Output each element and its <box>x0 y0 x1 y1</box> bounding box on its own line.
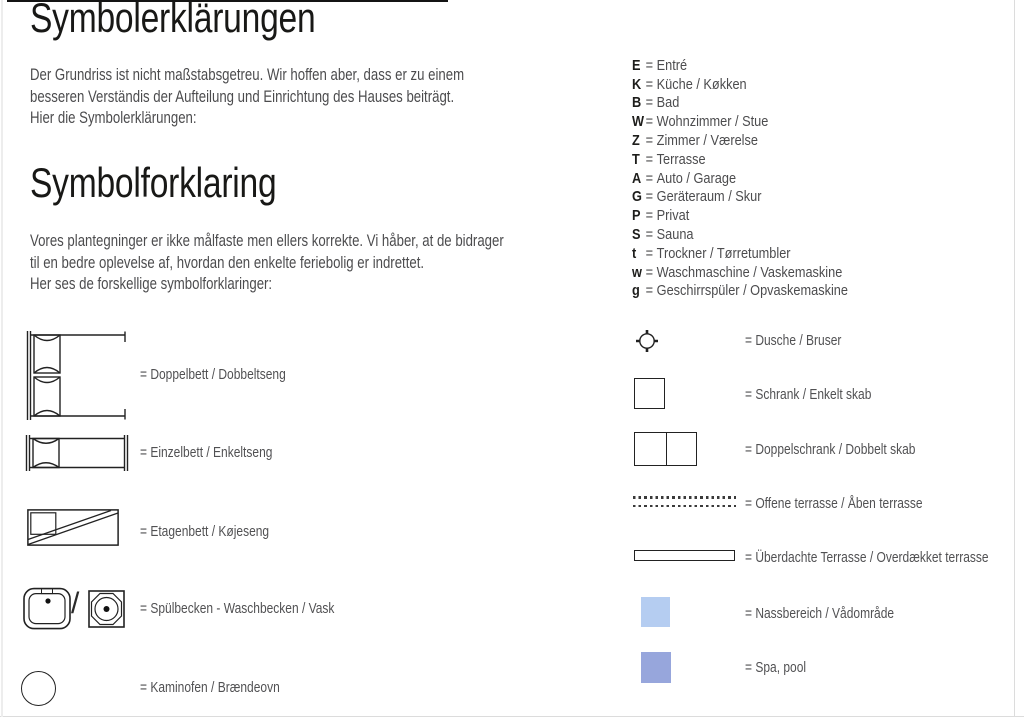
abbreviation-row <box>632 206 848 225</box>
abbreviation-row <box>632 244 848 263</box>
abbreviation-text: Zimmer / Værelse <box>656 132 758 150</box>
abbreviation-text: Waschmaschine / Vaskemaskine <box>656 263 843 281</box>
abbreviation-row <box>632 131 848 150</box>
legend-label-spa-pool: = Spa, pool <box>745 659 807 676</box>
abbreviation-letter: g <box>632 282 640 300</box>
shower-icon <box>635 329 659 353</box>
spa-pool-swatch <box>641 652 671 683</box>
intro-da-line: Vores plantegninger er ikke målfaste men ellers korrekte. Vi håber, at de bidrager <box>30 232 504 250</box>
abbreviation-eq: = <box>645 132 654 150</box>
abbreviation-text: Privat <box>656 207 690 225</box>
abbreviation-text: Küche / Køkken <box>656 75 747 93</box>
abbreviation-eq: = <box>645 56 654 74</box>
covered-terrace-icon <box>634 550 735 561</box>
abbreviation-text: Terrasse <box>656 150 706 168</box>
intro-de-line: besseren Verständis der Aufteilung und Einrichtung des Hauses beiträgt. <box>30 87 455 106</box>
abbreviation-eq: = <box>645 282 654 300</box>
abbreviation-letter: W <box>632 113 645 131</box>
legend-label-sink: = Spülbecken - Waschbecken / Vask <box>140 600 335 617</box>
kitchen-sink-icon <box>23 587 71 630</box>
intro-da-line: til en bedre oplevelse af, hvordan den enkelte feriebolig er indrettet. <box>30 253 425 272</box>
open-terrace-icon <box>633 496 736 508</box>
intro-de-line: Hier die Symbolerklärungen: <box>30 109 197 127</box>
abbreviation-row <box>632 75 848 94</box>
legend-label-covered-terrace: = Überdachte Terrasse / Overdækket terrasse <box>745 549 989 566</box>
abbreviation-letter: Z <box>632 132 640 150</box>
abbreviation-eq: = <box>645 188 654 206</box>
bunk-bed-icon <box>27 509 119 546</box>
abbreviation-letter: B <box>632 94 642 112</box>
abbreviation-letter: A <box>632 169 642 187</box>
abbreviation-row <box>632 263 848 282</box>
page-title-german: Symbolerklärungen <box>30 0 316 41</box>
wood-stove-icon <box>21 671 56 706</box>
legend-label-single-closet: = Schrank / Enkelt skab <box>745 386 872 403</box>
abbreviation-text: Trockner / Tørretumbler <box>656 244 791 262</box>
legend-label-wet-area: = Nassbereich / Vådområde <box>745 605 895 622</box>
abbreviation-eq: = <box>645 75 654 93</box>
abbreviation-letter: E <box>632 56 641 74</box>
wet-area-swatch <box>641 597 670 627</box>
intro-paragraph-german <box>30 65 464 130</box>
legend-label-wood-stove: = Kaminofen / Brændeovn <box>140 679 280 696</box>
abbreviation-row <box>632 112 848 131</box>
abbreviation-text: Geräteraum / Skur <box>656 188 762 206</box>
abbreviation-row <box>632 225 848 244</box>
page-title-danish: Symbolforklaring <box>30 159 277 206</box>
abbreviation-row <box>632 188 848 207</box>
abbreviation-letter: t <box>632 244 637 262</box>
abbreviation-row <box>632 169 848 188</box>
abbreviation-row <box>632 94 848 113</box>
abbreviation-list <box>632 56 886 300</box>
scan-edge-bottom <box>0 716 1024 717</box>
abbreviation-text: Wohnzimmer / Stue <box>656 113 769 131</box>
abbreviation-text: Entré <box>656 56 688 74</box>
abbreviation-text: Geschirrspüler / Opvaskemaskine <box>656 282 848 300</box>
single-bed-icon <box>25 435 129 471</box>
abbreviation-eq: = <box>645 150 654 168</box>
legend-label-shower: = Dusche / Bruser <box>745 332 842 349</box>
slash-separator: / <box>71 587 80 620</box>
double-bed-icon <box>26 331 126 420</box>
intro-da-line: Her ses de forskellige symbolforklaringer: <box>30 275 273 293</box>
closet-divider <box>666 433 668 465</box>
abbreviation-eq: = <box>645 169 654 187</box>
intro-de-line: Der Grundriss ist nicht maßstabsgetreu. Wir hoffen aber, dass er zu einem <box>30 66 465 84</box>
abbreviation-text: Sauna <box>656 226 694 244</box>
abbreviation-letter: T <box>632 150 640 168</box>
abbreviation-eq: = <box>645 113 654 131</box>
abbreviation-eq: = <box>645 244 654 262</box>
legend-label-double-bed: = Doppelbett / Dobbeltseng <box>140 366 286 383</box>
abbreviation-letter: K <box>632 75 642 93</box>
abbreviation-letter: w <box>632 263 642 281</box>
abbreviation-letter: P <box>632 207 641 225</box>
single-closet-icon <box>634 378 665 409</box>
abbreviation-eq: = <box>645 207 654 225</box>
abbreviation-text: Bad <box>656 94 680 112</box>
legend-label-open-terrace: = Offene terrasse / Åben terrasse <box>745 495 923 512</box>
legend-label-double-closet: = Doppelschrank / Dobbelt skab <box>745 441 916 458</box>
scan-edge-right <box>1014 0 1015 717</box>
legend-label-single-bed: = Einzelbett / Enkeltseng <box>140 444 273 461</box>
abbreviation-letter: G <box>632 188 642 206</box>
scan-edge-left <box>1 0 3 717</box>
abbreviation-text: Auto / Garage <box>656 169 737 187</box>
wash-basin-icon <box>88 590 125 628</box>
abbreviation-row <box>632 150 848 169</box>
abbreviation-eq: = <box>645 226 654 244</box>
abbreviation-row <box>632 282 848 301</box>
abbreviation-letter: S <box>632 226 641 244</box>
legend-label-bunk-bed: = Etagenbett / Køjeseng <box>140 523 270 540</box>
abbreviation-eq: = <box>645 263 654 281</box>
abbreviation-eq: = <box>645 94 654 112</box>
abbreviation-row <box>632 56 848 75</box>
intro-paragraph-danish <box>30 231 504 296</box>
double-closet-icon <box>634 432 697 466</box>
